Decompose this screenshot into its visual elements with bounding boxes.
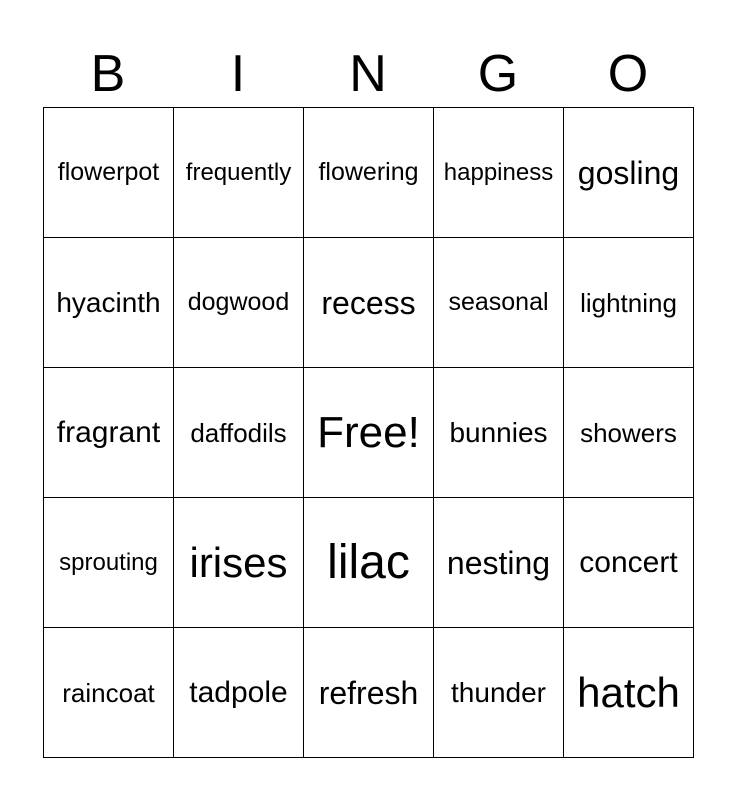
bingo-cell: dogwood bbox=[174, 238, 304, 368]
bingo-cell: hatch bbox=[564, 628, 694, 758]
header-letter-g: G bbox=[477, 45, 519, 103]
bingo-cell: thunder bbox=[434, 628, 564, 758]
bingo-cell-free-space: Free! bbox=[304, 368, 434, 498]
bingo-cell: seasonal bbox=[434, 238, 564, 368]
bingo-cell: sprouting bbox=[44, 498, 174, 628]
bingo-cell: flowering bbox=[304, 108, 434, 238]
bingo-cell: bunnies bbox=[434, 368, 564, 498]
bingo-cell: tadpole bbox=[174, 628, 304, 758]
bingo-cell: irises bbox=[174, 498, 304, 628]
bingo-cell: recess bbox=[304, 238, 434, 368]
bingo-cell: nesting bbox=[434, 498, 564, 628]
header-letter-i: I bbox=[230, 45, 246, 103]
bingo-cell: frequently bbox=[174, 108, 304, 238]
header-letter-o: O bbox=[607, 45, 649, 103]
bingo-cell: concert bbox=[564, 498, 694, 628]
bingo-cell: lightning bbox=[564, 238, 694, 368]
bingo-cell: happiness bbox=[434, 108, 564, 238]
bingo-cell: gosling bbox=[564, 108, 694, 238]
bingo-header bbox=[43, 42, 693, 106]
bingo-cell: refresh bbox=[304, 628, 434, 758]
bingo-cell: lilac bbox=[304, 498, 434, 628]
bingo-cell: showers bbox=[564, 368, 694, 498]
bingo-cell: raincoat bbox=[44, 628, 174, 758]
bingo-cell: daffodils bbox=[174, 368, 304, 498]
bingo-board bbox=[43, 107, 694, 758]
header-letter-n: N bbox=[349, 45, 387, 103]
bingo-cell: hyacinth bbox=[44, 238, 174, 368]
header-letter-b: B bbox=[90, 45, 126, 103]
bingo-cell: flowerpot bbox=[44, 108, 174, 238]
bingo-cell: fragrant bbox=[44, 368, 174, 498]
